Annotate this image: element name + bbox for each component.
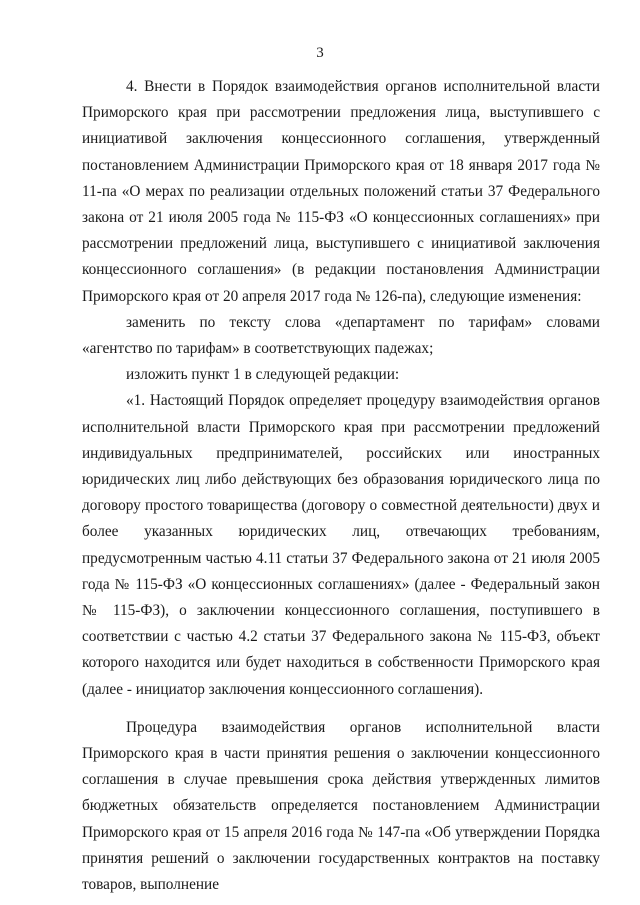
paragraph-replace-words: заменить по тексту слова «департамент по тарифам» словами «агентство по тарифам» в соответствующих падежах; <box>82 313 600 358</box>
paragraph-point-1-text: «1. Настоящий Порядок определяет процедуру взаимодействия органов исполнительной власти Приморского края при рассмотрении предложений индивидуальных предпринимателей, российских или иностранных юридических лиц либо действующих без образования юридического лица по договору простого товарищества (договору о совместной деятельности) двух и более указанных юридических лиц, отвечающих требованиям, предусмотренным частью 4.11 статьи 37 Федерального закона от 21 июля 2005 года № 115-ФЗ «О концессионных соглашениях» (далее - Федеральный закон № 115-ФЗ), о заключении концессионного соглашения, поступившего в соответствии с частью 4.2 статьи 37 Федерального закона № 115-ФЗ, объект которого находится или будет находиться в собственности Приморского края (далее - инициатор заключения концессионного соглашения). <box>82 392 600 698</box>
document-body <box>82 74 600 898</box>
paragraph-restate-point-1: изложить пункт 1 в следующей редакции: <box>126 366 400 384</box>
paragraph-gap <box>82 703 600 715</box>
page-number: 3 <box>316 45 324 61</box>
paragraph-procedure: Процедура взаимодействия органов исполнительной власти Приморского края в части принятия решения о заключении концессионного соглашения в случае превышения срока действия утвержденных лимитов бюджетных обязательств определяется постановлением Администрации Приморского края от 15 апреля 2016 года № 147-па «Об утверждении Порядка принятия решений о заключении государственных контрактов на поставку товаров, выполнение <box>82 718 600 894</box>
paragraph-item-4: 4. Внести в Порядок взаимодействия органов исполнительной власти Приморского края при рассмотрении предложения лица, выступившего с инициативой заключения концессионного соглашения, утвержденный постановлением Администрации Приморского края от 18 января 2017 года № 11-па «О мерах по реализации отдельных положений статьи 37 Федерального закона от 21 июля 2005 года № 115-ФЗ «О концессионных соглашениях» при рассмотрении предложений лица, выступившего с инициативой заключения концессионного соглашения» (в редакции постановления Администрации Приморского края от 20 апреля 2017 года № 126-па), следующие изменения: <box>82 78 600 305</box>
